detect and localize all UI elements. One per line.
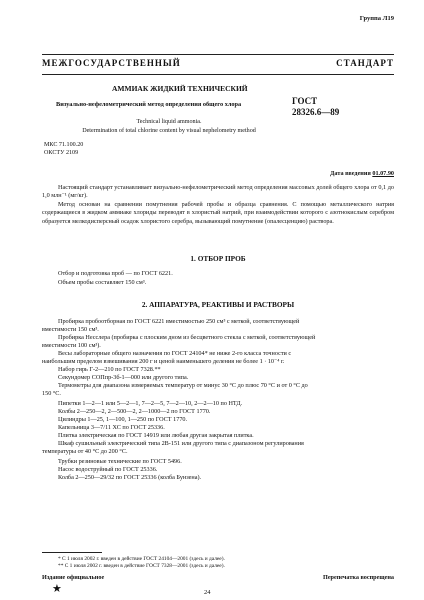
reprint-prohibited-label: Перепечатка воспрещена xyxy=(323,574,394,581)
official-edition-label: Издание официальное xyxy=(42,574,105,581)
standard-title: МЕЖГОСУДАРСТВЕННЫЙ СТАНДАРТ xyxy=(42,58,394,68)
intro-paragraph-scope: Настоящий стандарт устанавливает визуально-нефелометрический метод определения массовых долей общего хлора от 0,1 до 1,0 млн⁻¹ (мг/кг). xyxy=(42,184,394,200)
section-2-line-14: Насос водоструйный по ГОСТ 25336. xyxy=(58,466,158,473)
section-2-line-2: Пробирка Несслера (пробирка с плоским дном из бесцветного стекла с меткой, соответствующей xyxy=(58,334,316,341)
section-2-line-9: Цилиндры 1—25, 1—100, 1—250 по ГОСТ 1770. xyxy=(58,416,188,423)
section-2-line-13: Трубки резиновые технические по ГОСТ 5496. xyxy=(58,458,182,465)
section-2-line-6: Термометры для диапазона измеряемых температур от минус 30 °С до плюс 70 °С и от 0 °С до xyxy=(58,382,308,389)
section-1-line-2: Объем пробы составляет 150 см³. xyxy=(58,279,147,286)
star-icon: ★ xyxy=(52,583,62,595)
english-title: Technical liquid ammonia. xyxy=(136,119,202,125)
document-title: АММИАК ЖИДКИЙ ТЕХНИЧЕСКИЙ xyxy=(112,84,248,93)
footnote-1: * С 1 июля 2002 г. введен в действие ГОСТ 24104—2001 (здесь и далее). xyxy=(58,556,225,562)
english-subtitle: Determination of total chlorine content by visual nephelometry method xyxy=(82,128,256,134)
section-2-line-12: Шкаф сушильный электрический типа 2В-151 или другого типа с диапазоном регулирования xyxy=(58,440,304,447)
section-2-line-3: Весы лабораторные общего назначения по ГОСТ 24104* не ниже 2-го класса точности с xyxy=(58,350,292,357)
gost-label: ГОСТ xyxy=(292,96,318,106)
section-2-line-15: Колба 2—250—29/32 по ГОСТ 25336 (колба Бунзена). xyxy=(58,474,202,481)
introduction-date xyxy=(330,170,394,177)
section-2-line-6-cont: 150 °С. xyxy=(42,390,61,397)
intro-paragraph-method: Метод основан на сравнении помутнения рабочей пробы и образца сравнения. С помощью металлического натрия содержащиеся в жидком аммиаке хлориды переводят в хлористый натрий, при взаимодействии которого с азотнокислым серебром образуется мелкодисперсный осадок хлористого серебра, вызывающий помутнение (опалесценцию) раствора. xyxy=(42,201,394,225)
section-2-line-7: Пипетки 1—2—1 или 5—2—1, 7—2—5, 7—2—10, 2—2—10 по НТД. xyxy=(58,400,243,407)
section-2-heading: 2. АППАРАТУРА, РЕАКТИВЫ И РАСТВОРЫ xyxy=(141,300,295,309)
header-rule-top xyxy=(42,54,394,55)
section-2-line-1: Пробирка пробоотборная по ГОСТ 6221 вместимостью 250 см³ с меткой, соответствующей xyxy=(58,318,300,325)
section-2-line-4: Набор гирь Г-2—210 по ГОСТ 7328.** xyxy=(58,366,161,373)
introduction-date-value: 01.07.90 xyxy=(372,170,394,177)
section-2-line-5: Секундомер СОПпр-3б-1—000 или другого типа. xyxy=(58,374,189,381)
section-2-line-3-cont: наибольшим пределом взвешивания 200 г и ценой наименьшего деления не более 1 · 10⁻⁴ г. xyxy=(42,358,285,365)
section-2-line-12-cont: температуры от 40 °С до 200 °С. xyxy=(42,448,128,455)
okstu-code: ОКСТУ 2109 xyxy=(44,150,79,156)
section-2-line-1-cont: вместимости 150 см³. xyxy=(42,326,99,333)
section-2-line-8: Колбы 2—250—2, 2—500—2, 2—1000—2 по ГОСТ 1770. xyxy=(58,408,211,415)
section-2-line-11: Плитка электрическая по ГОСТ 14919 или любая другая закрытая плитка. xyxy=(58,432,254,439)
group-code: Группа Л19 xyxy=(359,15,394,22)
section-2-line-10: Капельница 3—7/11 ХС по ГОСТ 25336. xyxy=(58,424,165,431)
introduction-date-label: Дата введения xyxy=(330,170,371,177)
document-subtitle: Визуально-нефелометрический метод определения общего хлора xyxy=(56,101,242,108)
footnote-2: ** С 1 июля 2002 г. введен в действие ГОСТ 7328—2001 (здесь и далее). xyxy=(58,563,225,569)
page-number: 24 xyxy=(204,589,211,596)
header-rule-bottom xyxy=(42,74,394,75)
section-1-line-1: Отбор и подготовка проб — по ГОСТ 6221. xyxy=(58,270,173,277)
mks-code: МКС 71.100.20 xyxy=(44,142,84,148)
section-2-line-2-cont: вместимости 100 см³). xyxy=(42,342,101,349)
section-1-heading: 1. ОТБОР ПРОБ xyxy=(190,254,246,263)
footnote-rule xyxy=(42,552,102,553)
gost-number: 28326.6—89 xyxy=(292,107,340,117)
